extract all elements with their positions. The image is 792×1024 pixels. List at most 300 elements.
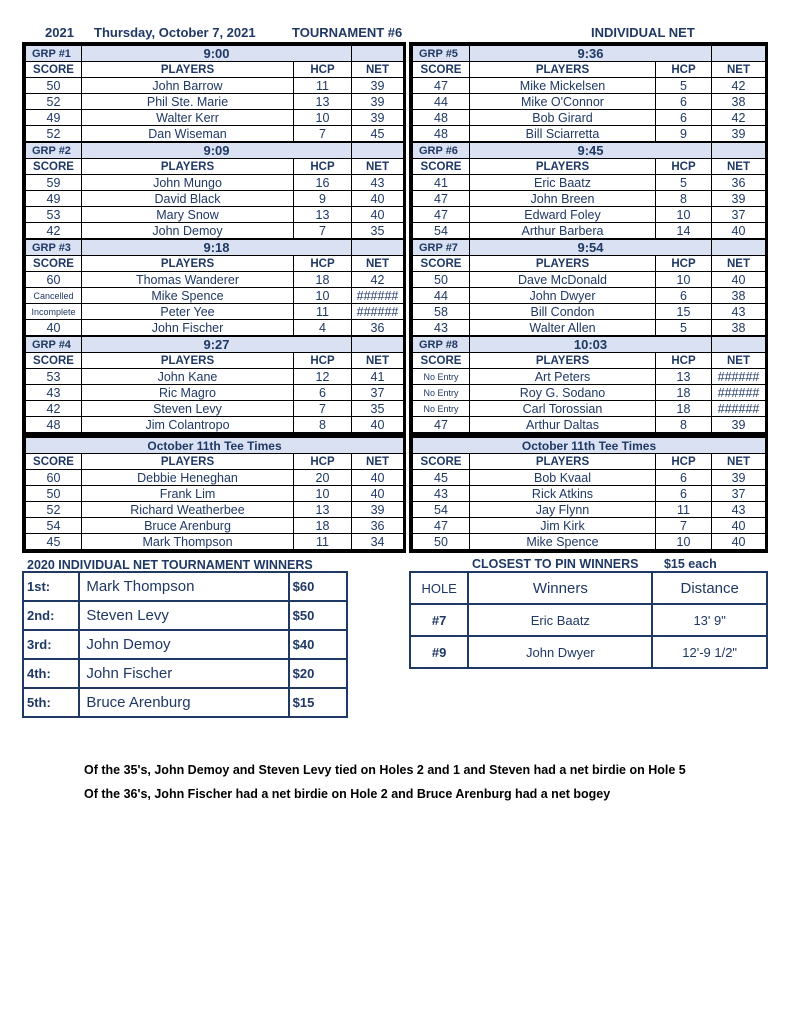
note-35s: Of the 35's, John Demoy and Steven Levy tied on Holes 2 and 1 and Steven had a net birdie on Hole 5: [84, 763, 686, 777]
hcp-cell: 10: [656, 534, 712, 550]
group-time: 9:54: [470, 239, 712, 256]
column-header: NET: [712, 353, 766, 369]
player-row: [413, 207, 766, 223]
player-row: [413, 223, 766, 240]
column-header: HCP: [294, 62, 352, 78]
winner-place: 1st:: [23, 572, 79, 601]
tee-times-title: October 11th Tee Times: [413, 438, 766, 454]
hcp-cell: 18: [294, 518, 352, 534]
hcp-cell: 8: [656, 191, 712, 207]
group-label: GRP #5: [413, 46, 470, 62]
hcp-cell: 13: [294, 94, 352, 110]
group-header-blank: [352, 336, 404, 353]
player-name: Mike Mickelsen: [470, 78, 656, 94]
group-header-blank: [712, 46, 766, 62]
hcp-cell: 5: [656, 320, 712, 337]
hcp-cell: 9: [656, 126, 712, 143]
player-name: John Demoy: [82, 223, 294, 240]
score-cell: 44: [413, 94, 470, 110]
player-name: John Kane: [82, 369, 294, 385]
right-groups-panel: [409, 42, 768, 436]
group-header-blank: [712, 142, 766, 159]
net-cell: 40: [712, 518, 766, 534]
net-cell: 41: [352, 369, 404, 385]
hcp-cell: 9: [294, 191, 352, 207]
player-row: [26, 110, 404, 126]
column-header-row: [26, 353, 404, 369]
column-header: NET: [352, 256, 404, 272]
closest-to-pin-header: Winners: [468, 572, 652, 604]
player-row: [413, 272, 766, 288]
player-row: [413, 401, 766, 417]
group-header-blank: [712, 336, 766, 353]
player-row: [413, 78, 766, 94]
column-header-row: [413, 159, 766, 175]
player-row: [413, 534, 766, 550]
net-cell: 40: [712, 272, 766, 288]
tee-times-title: October 11th Tee Times: [26, 438, 404, 454]
score-cell: 52: [26, 502, 82, 518]
score-cell: 50: [413, 272, 470, 288]
player-row: [26, 470, 404, 486]
column-header: PLAYERS: [82, 62, 294, 78]
player-name: Art Peters: [470, 369, 656, 385]
hcp-cell: 16: [294, 175, 352, 191]
player-row: [413, 369, 766, 385]
player-name: Mike Spence: [470, 534, 656, 550]
player-name: John Fischer: [82, 320, 294, 337]
score-cell: 45: [26, 534, 82, 550]
player-row: [26, 518, 404, 534]
closest-to-pin-row: [410, 636, 767, 668]
winner-name: Steven Levy: [79, 601, 288, 630]
player-name: Mary Snow: [82, 207, 294, 223]
tee-times-right-panel: [409, 434, 768, 553]
score-cell: 47: [413, 207, 470, 223]
hcp-cell: 11: [294, 534, 352, 550]
column-header-row: [413, 256, 766, 272]
score-cell: 47: [413, 518, 470, 534]
column-header: SCORE: [413, 454, 470, 470]
player-name: Bob Kvaal: [470, 470, 656, 486]
net-cell: 40: [352, 207, 404, 223]
player-name: Ric Magro: [82, 385, 294, 401]
score-cell: Cancelled: [26, 288, 82, 304]
group-header-row: [26, 46, 404, 62]
column-header: HCP: [294, 454, 352, 470]
player-name: Mark Thompson: [82, 534, 294, 550]
player-name: John Breen: [470, 191, 656, 207]
group-label: GRP #7: [413, 239, 470, 256]
winner-prize: $50: [289, 601, 347, 630]
player-name: Phil Ste. Marie: [82, 94, 294, 110]
winner-name: Bruce Arenburg: [79, 688, 288, 717]
group-header-blank: [352, 239, 404, 256]
player-row: [413, 320, 766, 337]
hcp-cell: 13: [294, 502, 352, 518]
player-name: Dan Wiseman: [82, 126, 294, 143]
hcp-cell: 5: [656, 78, 712, 94]
net-cell: 39: [712, 126, 766, 143]
net-cell: 34: [352, 534, 404, 550]
score-cell: 60: [26, 470, 82, 486]
score-cell: 58: [413, 304, 470, 320]
net-cell: 42: [712, 110, 766, 126]
player-row: [413, 94, 766, 110]
column-header: SCORE: [26, 62, 82, 78]
column-header: HCP: [656, 62, 712, 78]
score-cell: 49: [26, 110, 82, 126]
player-row: [413, 518, 766, 534]
net-cell: 38: [712, 288, 766, 304]
net-cell: 42: [352, 272, 404, 288]
closest-to-pin-each: $15 each: [663, 557, 717, 571]
player-row: [413, 304, 766, 320]
net-cell: 39: [712, 470, 766, 486]
pin-winner: John Dwyer: [468, 636, 652, 668]
hcp-cell: 11: [294, 304, 352, 320]
hcp-cell: 10: [294, 110, 352, 126]
closest-to-pin-table: [409, 571, 768, 669]
player-name: Dave McDonald: [470, 272, 656, 288]
winner-prize: $15: [289, 688, 347, 717]
hcp-cell: 11: [294, 78, 352, 94]
column-header: HCP: [656, 256, 712, 272]
column-header: NET: [712, 256, 766, 272]
net-cell: ######: [352, 304, 404, 320]
net-cell: 35: [352, 401, 404, 417]
score-cell: 43: [413, 486, 470, 502]
pin-winner: Eric Baatz: [468, 604, 652, 636]
hcp-cell: 10: [656, 272, 712, 288]
player-row: [26, 78, 404, 94]
group-header-row: [26, 239, 404, 256]
player-row: [26, 502, 404, 518]
column-header: SCORE: [26, 454, 82, 470]
winner-row: [23, 688, 347, 717]
score-cell: 54: [26, 518, 82, 534]
hcp-cell: 10: [294, 288, 352, 304]
closest-to-pin-header-row: [410, 572, 767, 604]
player-name: Eric Baatz: [470, 175, 656, 191]
column-header: SCORE: [413, 256, 470, 272]
winners-table: [22, 571, 348, 718]
group-time: 9:36: [470, 46, 712, 62]
hcp-cell: 6: [656, 110, 712, 126]
column-header: HCP: [656, 454, 712, 470]
player-row: [413, 110, 766, 126]
group-label: GRP #3: [26, 239, 82, 256]
net-cell: 40: [352, 486, 404, 502]
group-header-row: [413, 336, 766, 353]
net-cell: ######: [712, 401, 766, 417]
player-row: [413, 126, 766, 143]
pin-hole: #9: [410, 636, 468, 668]
winner-place: 3rd:: [23, 630, 79, 659]
score-cell: No Entry: [413, 401, 470, 417]
player-name: Mike O'Connor: [470, 94, 656, 110]
player-row: [413, 385, 766, 401]
column-header: HCP: [294, 353, 352, 369]
score-cell: 50: [26, 486, 82, 502]
group-label: GRP #6: [413, 142, 470, 159]
hcp-cell: 5: [656, 175, 712, 191]
winner-place: 5th:: [23, 688, 79, 717]
score-cell: 48: [26, 417, 82, 433]
tee-times-left-table: [25, 437, 404, 550]
player-name: Richard Weatherbee: [82, 502, 294, 518]
hcp-cell: 7: [294, 223, 352, 240]
net-cell: 39: [712, 191, 766, 207]
winner-row: [23, 630, 347, 659]
score-cell: 50: [413, 534, 470, 550]
column-header: SCORE: [413, 353, 470, 369]
left-groups-panel: [22, 42, 406, 436]
hcp-cell: 6: [656, 470, 712, 486]
hcp-cell: 13: [294, 207, 352, 223]
score-cell: 48: [413, 126, 470, 143]
score-cell: 59: [26, 175, 82, 191]
column-header: NET: [352, 454, 404, 470]
player-name: Debbie Heneghan: [82, 470, 294, 486]
tee-times-left-panel: [22, 434, 406, 553]
winner-name: Mark Thompson: [79, 572, 288, 601]
column-header: NET: [712, 159, 766, 175]
column-header-row: [413, 62, 766, 78]
group-time: 9:45: [470, 142, 712, 159]
net-cell: 40: [352, 191, 404, 207]
hcp-cell: 20: [294, 470, 352, 486]
score-cell: 42: [26, 223, 82, 240]
net-cell: 43: [712, 304, 766, 320]
net-cell: 43: [352, 175, 404, 191]
column-header-row: [26, 159, 404, 175]
column-header: PLAYERS: [470, 256, 656, 272]
player-name: Jim Kirk: [470, 518, 656, 534]
group-header-blank: [352, 46, 404, 62]
closest-to-pin-label: CLOSEST TO PIN WINNERS: [472, 557, 639, 571]
net-cell: 40: [712, 534, 766, 550]
score-cell: 53: [26, 369, 82, 385]
group-header-row: [413, 142, 766, 159]
net-cell: 38: [712, 320, 766, 337]
group-label: GRP #8: [413, 336, 470, 353]
right-groups-table: [412, 45, 766, 433]
column-header-row: [26, 454, 404, 470]
net-cell: 39: [352, 94, 404, 110]
winner-name: John Demoy: [79, 630, 288, 659]
winner-row: [23, 601, 347, 630]
score-cell: 47: [413, 78, 470, 94]
player-name: Walter Kerr: [82, 110, 294, 126]
group-time: 9:27: [82, 336, 352, 353]
player-name: Bill Condon: [470, 304, 656, 320]
player-row: [413, 191, 766, 207]
winner-prize: $40: [289, 630, 347, 659]
header-year: 2021: [45, 25, 74, 40]
player-name: Roy G. Sodano: [470, 385, 656, 401]
score-cell: 47: [413, 191, 470, 207]
column-header: HCP: [656, 353, 712, 369]
player-row: [26, 304, 404, 320]
player-name: Rick Atkins: [470, 486, 656, 502]
player-name: Steven Levy: [82, 401, 294, 417]
player-name: Frank Lim: [82, 486, 294, 502]
player-name: Arthur Barbera: [470, 223, 656, 240]
tee-times-title-row: [413, 438, 766, 454]
column-header: SCORE: [413, 62, 470, 78]
score-cell: 54: [413, 502, 470, 518]
group-header-blank: [352, 142, 404, 159]
column-header: PLAYERS: [470, 353, 656, 369]
player-name: Jim Colantropo: [82, 417, 294, 433]
player-row: [26, 207, 404, 223]
hcp-cell: 18: [656, 385, 712, 401]
net-cell: 40: [712, 223, 766, 240]
net-cell: 40: [352, 417, 404, 433]
winner-row: [23, 572, 347, 601]
pin-hole: #7: [410, 604, 468, 636]
column-header: NET: [352, 353, 404, 369]
group-label: GRP #1: [26, 46, 82, 62]
net-cell: 36: [352, 518, 404, 534]
hcp-cell: 11: [656, 502, 712, 518]
tee-times-title-row: [26, 438, 404, 454]
group-header-blank: [712, 239, 766, 256]
column-header: SCORE: [26, 256, 82, 272]
hcp-cell: 12: [294, 369, 352, 385]
hcp-cell: 7: [294, 126, 352, 143]
score-cell: 42: [26, 401, 82, 417]
player-row: [413, 175, 766, 191]
column-header: PLAYERS: [470, 159, 656, 175]
winner-prize: $20: [289, 659, 347, 688]
player-row: [26, 385, 404, 401]
column-header: PLAYERS: [82, 159, 294, 175]
column-header-row: [413, 454, 766, 470]
closest-to-pin-title: [472, 557, 717, 571]
player-name: David Black: [82, 191, 294, 207]
score-cell: 45: [413, 470, 470, 486]
player-row: [413, 417, 766, 433]
net-cell: 39: [712, 417, 766, 433]
hcp-cell: 18: [656, 401, 712, 417]
column-header: NET: [712, 62, 766, 78]
score-cell: 47: [413, 417, 470, 433]
group-header-row: [413, 46, 766, 62]
column-header: PLAYERS: [470, 454, 656, 470]
group-header-row: [413, 239, 766, 256]
column-header: NET: [352, 62, 404, 78]
column-header: HCP: [294, 159, 352, 175]
net-cell: ######: [352, 288, 404, 304]
hcp-cell: 15: [656, 304, 712, 320]
player-row: [26, 320, 404, 337]
group-time: 9:18: [82, 239, 352, 256]
player-row: [413, 502, 766, 518]
player-row: [26, 94, 404, 110]
player-name: Mike Spence: [82, 288, 294, 304]
column-header-row: [413, 353, 766, 369]
column-header: SCORE: [26, 159, 82, 175]
header-date: Thursday, October 7, 2021: [94, 25, 256, 40]
group-label: GRP #2: [26, 142, 82, 159]
player-name: Bill Sciarretta: [470, 126, 656, 143]
column-header: PLAYERS: [470, 62, 656, 78]
score-cell: 54: [413, 223, 470, 240]
net-cell: 38: [712, 94, 766, 110]
player-row: [26, 369, 404, 385]
score-cell: 53: [26, 207, 82, 223]
net-cell: 36: [712, 175, 766, 191]
hcp-cell: 14: [656, 223, 712, 240]
left-groups-table: [25, 45, 404, 433]
winners-title: 2020 INDIVIDUAL NET TOURNAMENT WINNERS: [27, 558, 313, 572]
column-header: NET: [352, 159, 404, 175]
player-name: Jay Flynn: [470, 502, 656, 518]
score-cell: No Entry: [413, 385, 470, 401]
closest-to-pin-header: Distance: [652, 572, 767, 604]
column-header: HCP: [656, 159, 712, 175]
net-cell: 43: [712, 502, 766, 518]
score-cell: 43: [26, 385, 82, 401]
player-row: [26, 223, 404, 240]
header-tournament: TOURNAMENT #6: [292, 25, 403, 40]
score-cell: No Entry: [413, 369, 470, 385]
player-row: [26, 401, 404, 417]
player-row: [413, 486, 766, 502]
player-row: [26, 534, 404, 550]
hcp-cell: 18: [294, 272, 352, 288]
hcp-cell: 6: [656, 486, 712, 502]
winner-name: John Fischer: [79, 659, 288, 688]
column-header-row: [26, 256, 404, 272]
player-row: [413, 288, 766, 304]
player-row: [26, 191, 404, 207]
hcp-cell: 6: [656, 94, 712, 110]
pin-distance: 12'-9 1/2": [652, 636, 767, 668]
player-name: Carl Torossian: [470, 401, 656, 417]
header-event: INDIVIDUAL NET: [591, 25, 695, 40]
hcp-cell: 10: [656, 207, 712, 223]
net-cell: 45: [352, 126, 404, 143]
score-cell: 41: [413, 175, 470, 191]
net-cell: 37: [712, 207, 766, 223]
player-row: [26, 272, 404, 288]
player-row: [26, 288, 404, 304]
column-header: PLAYERS: [82, 256, 294, 272]
group-time: 10:03: [470, 336, 712, 353]
player-row: [26, 486, 404, 502]
score-cell: 50: [26, 78, 82, 94]
winner-prize: $60: [289, 572, 347, 601]
column-header: SCORE: [26, 353, 82, 369]
net-cell: ######: [712, 385, 766, 401]
net-cell: 36: [352, 320, 404, 337]
score-cell: 52: [26, 94, 82, 110]
net-cell: 39: [352, 110, 404, 126]
player-name: Edward Foley: [470, 207, 656, 223]
net-cell: 37: [712, 486, 766, 502]
net-cell: 39: [352, 78, 404, 94]
player-name: Thomas Wanderer: [82, 272, 294, 288]
score-cell: 49: [26, 191, 82, 207]
hcp-cell: 7: [294, 401, 352, 417]
net-cell: 35: [352, 223, 404, 240]
group-header-row: [26, 336, 404, 353]
group-time: 9:00: [82, 46, 352, 62]
column-header: SCORE: [413, 159, 470, 175]
